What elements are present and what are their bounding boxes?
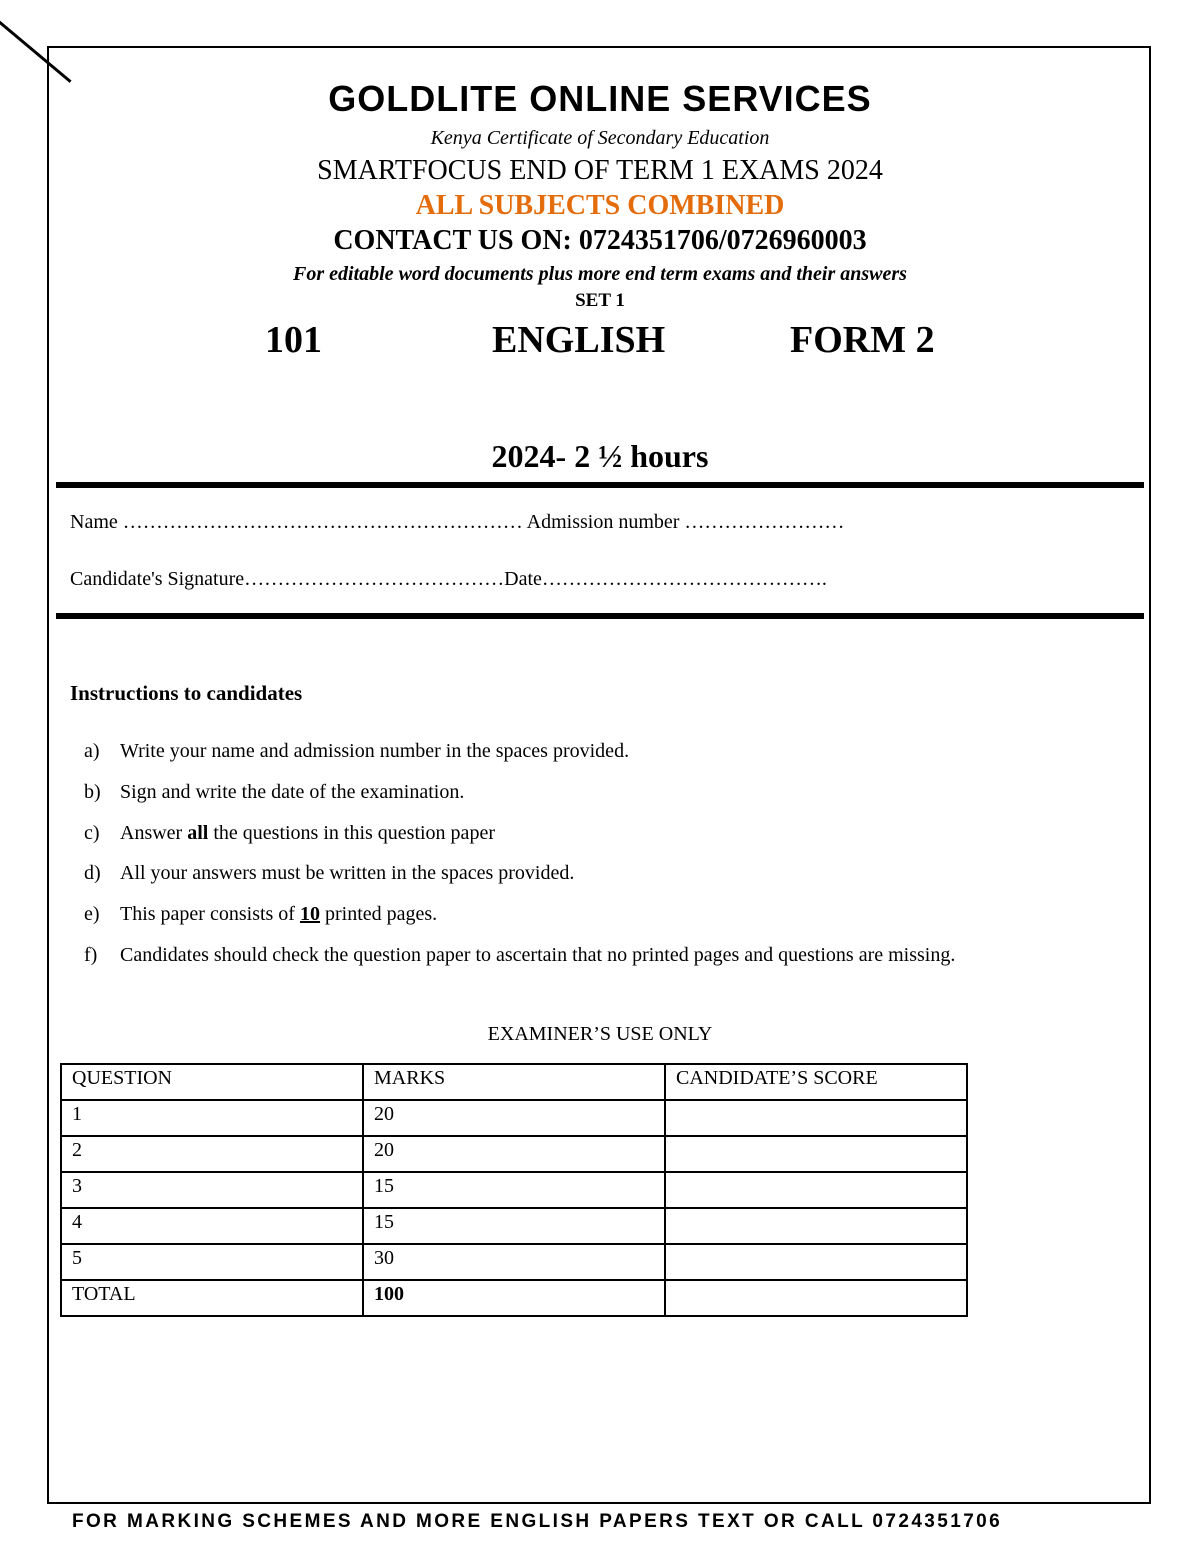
instruction-item: [84, 740, 629, 763]
table-row: [61, 1208, 967, 1244]
instruction-label: a): [84, 740, 100, 762]
examiner-title: EXAMINER’S USE ONLY: [487, 1023, 713, 1045]
score-cell[interactable]: [665, 1172, 967, 1208]
header-score: CANDIDATE’S SCORE: [665, 1064, 967, 1100]
combined-banner: ALL SUBJECTS COMBINED: [415, 190, 785, 221]
instruction-label: d): [84, 862, 101, 884]
table-row: [61, 1172, 967, 1208]
instruction-text: All your answers must be written in the spaces provided.: [120, 862, 575, 884]
instruction-label: f): [84, 944, 98, 966]
footer-note: FOR MARKING SCHEMES AND MORE ENGLISH PAPERS TEXT OR CALL 0724351706: [72, 1511, 1003, 1532]
instruction-item: [84, 903, 437, 926]
total-marks: 100: [363, 1280, 665, 1316]
header-question: QUESTION: [61, 1064, 363, 1100]
instruction-item: [84, 862, 574, 885]
marks-cell: 20: [363, 1100, 665, 1136]
set-label: SET 1: [575, 290, 625, 311]
table-row: [61, 1100, 967, 1136]
table-row: [61, 1136, 967, 1172]
instruction-item: [84, 822, 495, 845]
kcse-subtitle: Kenya Certificate of Secondary Education: [430, 127, 770, 149]
instruction-emphasis: all: [187, 822, 209, 844]
marks-cell: 15: [363, 1172, 665, 1208]
marks-cell: 15: [363, 1208, 665, 1244]
score-cell[interactable]: [665, 1100, 967, 1136]
subject-title: ENGLISH: [492, 319, 666, 361]
table-header-row: [61, 1064, 967, 1100]
page-count: 10: [299, 903, 320, 925]
table-total-row: [61, 1280, 967, 1316]
company-name: GOLDLITE ONLINE SERVICES: [328, 78, 872, 119]
instruction-item: [84, 944, 955, 967]
instruction-label: c): [84, 822, 100, 844]
instruction-label: b): [84, 781, 101, 803]
score-cell[interactable]: [665, 1136, 967, 1172]
name-admission-line[interactable]: Name …………………………………………………… Admission number ……………………: [70, 511, 845, 533]
bottom-divider: [56, 613, 1144, 619]
instruction-text-post: the questions in this question paper: [208, 822, 495, 844]
instruction-text-post: printed pages.: [319, 903, 438, 925]
instruction-text: Sign and write the date of the examination.: [120, 781, 465, 803]
question-cell: 2: [61, 1136, 363, 1172]
question-cell: 5: [61, 1244, 363, 1280]
score-cell[interactable]: [665, 1244, 967, 1280]
question-cell: 3: [61, 1172, 363, 1208]
question-cell: 4: [61, 1208, 363, 1244]
contact-line: CONTACT US ON: 0724351706/0726960003: [333, 225, 867, 256]
instruction-text-pre: Answer: [120, 822, 188, 844]
form-level: FORM 2: [790, 319, 935, 361]
instruction-text: Write your name and admission number in the spaces provided.: [120, 740, 630, 762]
duration: 2024- 2 ½ hours: [491, 438, 709, 474]
editable-note: For editable word documents plus more end term exams and their answers: [293, 263, 907, 285]
total-label: TOTAL: [61, 1280, 363, 1316]
total-score-cell[interactable]: [665, 1280, 967, 1316]
marks-cell: 30: [363, 1244, 665, 1280]
instructions-title: Instructions to candidates: [70, 681, 303, 705]
table-row: [61, 1244, 967, 1280]
instruction-label: e): [84, 903, 100, 925]
top-divider: [56, 482, 1144, 488]
instruction-text: Candidates should check the question paper to ascertain that no printed pages and questions are missing.: [120, 944, 956, 966]
signature-date-line[interactable]: Candidate's Signature…………………………………Date…………………………………….: [70, 568, 827, 590]
exam-title: SMARTFOCUS END OF TERM 1 EXAMS 2024: [317, 155, 883, 186]
score-cell[interactable]: [665, 1208, 967, 1244]
question-cell: 1: [61, 1100, 363, 1136]
instruction-text-pre: This paper consists of: [120, 903, 300, 925]
marks-cell: 20: [363, 1136, 665, 1172]
instruction-item: [84, 781, 464, 804]
paper-code: 101: [265, 319, 322, 361]
examiner-table: [60, 1063, 968, 1317]
header-marks: MARKS: [363, 1064, 665, 1100]
